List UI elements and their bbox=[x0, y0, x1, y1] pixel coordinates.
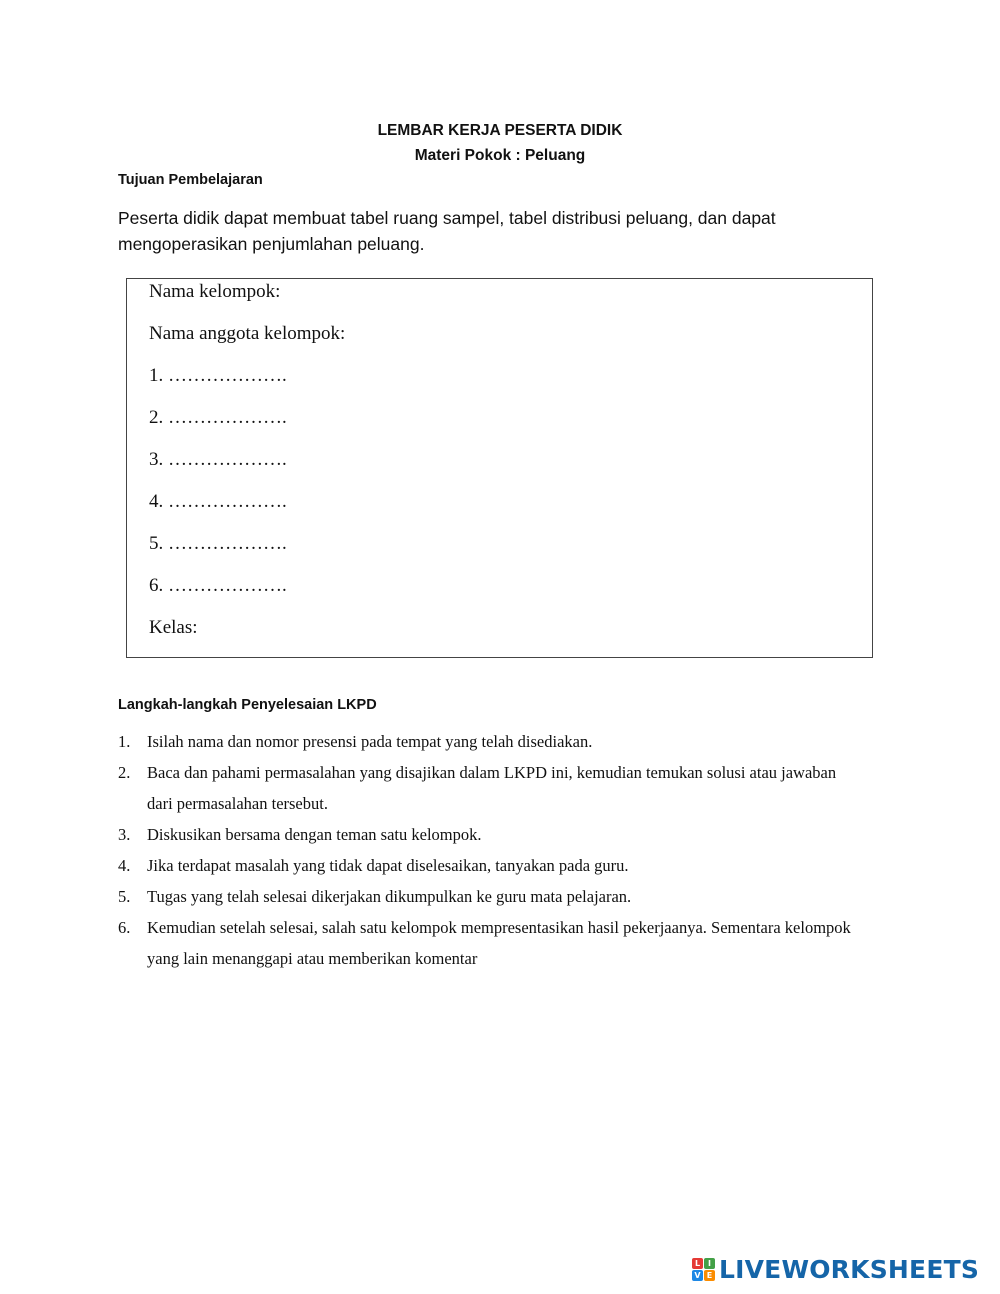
step-number: 3. bbox=[118, 825, 131, 844]
step-text: Jika terdapat masalah yang tidak dapat diselesaikan, tanyakan pada guru. bbox=[147, 856, 629, 875]
members-label: Nama anggota kelompok: bbox=[149, 323, 346, 344]
step-number: 5. bbox=[118, 887, 131, 906]
step-number: 4. bbox=[118, 856, 131, 875]
group-name-label: Nama kelompok: bbox=[149, 281, 281, 302]
liveworksheets-logo[interactable] bbox=[692, 1254, 979, 1284]
class-label: Kelas: bbox=[149, 617, 198, 638]
logo-letter-e: E bbox=[704, 1270, 715, 1281]
member-line: 5. ………………. bbox=[149, 533, 287, 554]
list-item bbox=[118, 881, 858, 912]
list-item bbox=[118, 819, 858, 850]
group-info-box bbox=[126, 278, 873, 658]
document-subtitle: Materi Pokok : Peluang bbox=[414, 147, 586, 164]
step-number: 6. bbox=[118, 918, 131, 937]
steps-list bbox=[118, 726, 858, 974]
member-line: 3. ………………. bbox=[149, 449, 287, 470]
list-item bbox=[118, 726, 858, 757]
objective-text: Peserta didik dapat membuat tabel ruang sampel, tabel distribusi peluang, dan dapat mengoperasikan penjumlahan peluang. bbox=[118, 208, 776, 254]
member-line: 2. ………………. bbox=[149, 407, 287, 428]
logo-letter-v: V bbox=[692, 1270, 703, 1281]
step-text: Kemudian setelah selesai, salah satu kelompok mempresentasikan hasil pekerjaanya. Sementara kelompok yang lain menanggapi atau memberikan komentar bbox=[147, 918, 851, 968]
step-text: Baca dan pahami permasalahan yang disajikan dalam LKPD ini, kemudian temukan solusi atau jawaban dari permasalahan tersebut. bbox=[147, 763, 837, 813]
logo-letter-l: L bbox=[692, 1258, 703, 1269]
step-number: 2. bbox=[118, 763, 131, 782]
step-text: Tugas yang telah selesai dikerjakan dikumpulkan ke guru mata pelajaran. bbox=[147, 887, 632, 906]
step-text: Diskusikan bersama dengan teman satu kelompok. bbox=[147, 825, 482, 844]
live-icon bbox=[692, 1258, 715, 1281]
member-line: 6. ………………. bbox=[149, 575, 287, 596]
document-header bbox=[0, 118, 1000, 168]
list-item bbox=[118, 757, 858, 819]
step-text: Isilah nama dan nomor presensi pada tempat yang telah disediakan. bbox=[147, 732, 593, 751]
steps-heading: Langkah-langkah Penyelesaian LKPD bbox=[118, 697, 377, 713]
member-line: 1. ………………. bbox=[149, 365, 287, 386]
step-number: 1. bbox=[118, 732, 131, 751]
member-line: 4. ………………. bbox=[149, 491, 287, 512]
list-item bbox=[118, 912, 858, 974]
list-item bbox=[118, 850, 858, 881]
objective-heading: Tujuan Pembelajaran bbox=[118, 172, 263, 188]
brand-wordmark: LIVEWORKSHEETS bbox=[719, 1254, 980, 1284]
logo-letter-i: I bbox=[704, 1258, 715, 1269]
document-title: LEMBAR KERJA PESERTA DIDIK bbox=[377, 122, 623, 139]
